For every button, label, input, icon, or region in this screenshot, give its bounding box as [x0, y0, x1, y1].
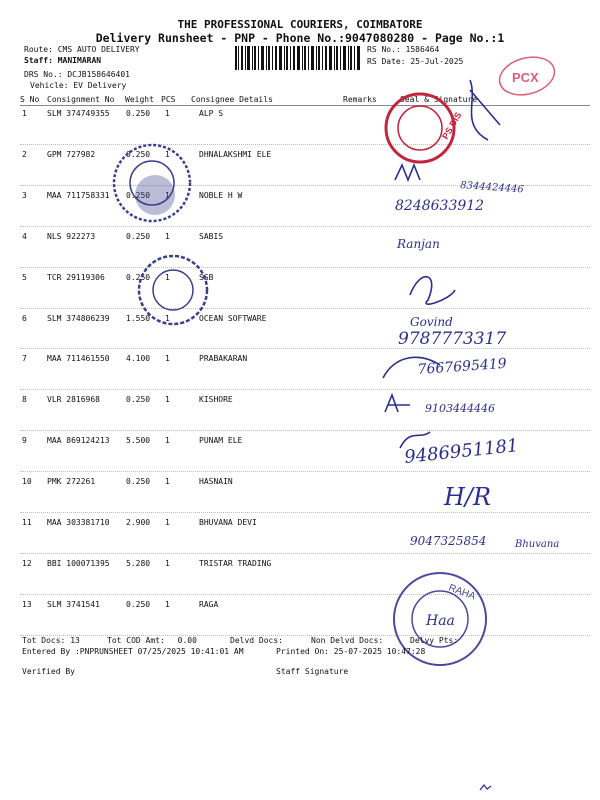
- svg-text:PCX: PCX: [512, 70, 539, 85]
- row-weight: 0.250: [126, 231, 151, 241]
- ps-distributors-stamp: [386, 94, 463, 162]
- tot-cod-label: Tot COD Amt:: [107, 636, 165, 645]
- row-pcs: 1: [165, 558, 170, 568]
- row2-phone: 8344424446: [459, 180, 525, 196]
- row-consignee: ALP S: [199, 109, 224, 118]
- row6-name: Govind: [410, 315, 453, 329]
- row-pcs: 1: [165, 518, 170, 527]
- row-consignee: SABIS: [199, 231, 224, 241]
- row-pcs: 1: [165, 354, 170, 364]
- row-consignment: MAA 711758331: [47, 190, 110, 200]
- col-consignee: Consignee Details: [191, 95, 273, 104]
- row-consignee: TRISTAR TRADING: [199, 558, 272, 568]
- vehicle-value: EV Delivery: [73, 81, 127, 90]
- row-consignment: GPM 727982: [47, 149, 96, 159]
- col-weight: Weight: [125, 95, 154, 104]
- row8-phone: 9103444446: [425, 402, 495, 415]
- rs-no-label: RS No.:: [367, 45, 401, 54]
- row-weight: 0.250: [126, 190, 151, 200]
- row10-mark: H/R: [444, 483, 492, 511]
- row-consignee: KISHORE: [199, 395, 233, 405]
- row11-phone: 9047325854: [410, 534, 487, 548]
- row-pcs: 1: [165, 436, 170, 446]
- row-consignee: PRABAKARAN: [199, 354, 248, 364]
- row3-phone: 8248633912: [395, 198, 485, 214]
- row-consignment: VLR 2816968: [47, 395, 100, 405]
- row-sno: 8: [22, 395, 27, 405]
- row-consignee: NOBLE H W: [199, 190, 243, 200]
- tot-cod-value: 0.00: [177, 636, 197, 645]
- col-pcs: PCS: [161, 95, 176, 104]
- row4-name: Ranjan: [397, 237, 440, 251]
- row-pcs: 1: [165, 395, 170, 405]
- delvd-docs-label: Delvd Docs:: [230, 636, 283, 645]
- row-consignment: SLM 3741541: [47, 599, 100, 609]
- row-consignee: OCEAN SOFTWARE: [199, 313, 267, 323]
- col-consignment: Consignment No: [47, 95, 115, 104]
- verified-by: Verified By: [22, 667, 75, 676]
- staff-value: MANIMARAN: [57, 56, 102, 65]
- row-sno: 4: [22, 231, 27, 241]
- row-consignment: NLS 922273: [47, 231, 96, 241]
- col-seal: Seal & Signature: [400, 95, 478, 104]
- signature-row1: [470, 80, 500, 140]
- row-consignment: MAA 303381710: [47, 518, 110, 527]
- row-consignee: RAGA: [199, 599, 219, 609]
- svg-text:Haa: Haa: [426, 613, 455, 629]
- row-sno: 9: [22, 436, 27, 446]
- row-sno: 1: [22, 109, 27, 118]
- row-consignment: MAA 869124213: [47, 436, 110, 446]
- svg-text:PS DIS: PS DIS: [440, 110, 464, 141]
- row-pcs: 1: [165, 313, 170, 323]
- blue-round-stamp-1: [114, 145, 190, 221]
- delvy-pts-label: Delvy Pts:: [410, 636, 459, 645]
- vehicle-label: Vehicle:: [30, 81, 69, 90]
- row-weight: 0.250: [126, 599, 151, 609]
- row-sno: 10: [22, 477, 32, 487]
- signature-row5: [410, 277, 455, 304]
- row-consignment: TCR 29119306: [47, 272, 105, 282]
- row-weight: 2.900: [126, 518, 151, 527]
- row9-phone: 9486951181: [403, 435, 520, 468]
- row-weight: 0.250: [126, 109, 151, 118]
- drs-label: DRS No.:: [24, 70, 63, 79]
- row-weight: 5.500: [126, 436, 151, 446]
- tot-docs-label: Tot Docs:: [22, 636, 66, 645]
- row-consignment: PMK 272261: [47, 477, 96, 487]
- staff-label: Staff:: [24, 56, 53, 65]
- row-consignee: SSB: [199, 272, 214, 282]
- non-delvd-docs-label: Non Delvd Docs:: [311, 636, 384, 645]
- row-sno: 13: [22, 599, 32, 609]
- rs-date-label: RS Date:: [367, 57, 406, 66]
- row-weight: 0.250: [126, 149, 151, 159]
- pcx-stamp: [495, 51, 558, 100]
- signature-row2: [395, 165, 420, 180]
- row-pcs: 1: [165, 190, 170, 200]
- row-weight: 5.280: [126, 558, 151, 568]
- row-consignment: MAA 711461550: [47, 354, 110, 364]
- printed-on: Printed On: 25-07-2025 10:47:28: [276, 647, 426, 656]
- tot-docs-value: 13: [70, 636, 80, 645]
- row-consignee: DHNALAKSHMI ELE: [199, 149, 272, 159]
- entered-by: Entered By :PNPRUNSHEET 07/25/2025 10:41:01 AM: [22, 647, 244, 656]
- drs-value: DCJB158646401: [67, 70, 130, 79]
- row-weight: 0.250: [126, 272, 151, 282]
- row11-name: Bhuvana: [515, 539, 560, 550]
- row-consignee: HASNAIN: [199, 477, 233, 487]
- row-sno: 6: [22, 313, 27, 323]
- row-sno: 12: [22, 558, 32, 568]
- row6-phone: 9787773317: [398, 329, 507, 349]
- company-title: THE PROFESSIONAL COURIERS, COIMBATORE: [177, 18, 423, 31]
- row-weight: 0.250: [126, 477, 151, 487]
- row-sno: 11: [22, 518, 32, 527]
- ink-mark-bottom: [480, 785, 491, 790]
- footer-totals: [22, 636, 80, 645]
- svg-text:RAHA: RAHA: [446, 582, 477, 603]
- route-value: CMS AUTO DELIVERY: [57, 45, 140, 54]
- col-remarks: Remarks: [343, 95, 377, 104]
- runsheet-subtitle: Delivery Runsheet - PNP - Phone No.:9047080280 - Page No.:1: [95, 31, 505, 45]
- route-label: Route:: [24, 45, 53, 54]
- row-pcs: 1: [165, 109, 170, 118]
- row-consignee: BHUVANA DEVI: [199, 518, 257, 527]
- row-pcs: 1: [165, 231, 170, 241]
- rs-no-value: 1586464: [405, 45, 440, 54]
- col-sno: S No: [20, 95, 40, 104]
- row-pcs: 1: [165, 477, 170, 487]
- row-sno: 5: [22, 272, 27, 282]
- row-sno: 3: [22, 190, 27, 200]
- blue-round-stamp-2: [139, 256, 207, 324]
- row-weight: 1.550: [126, 313, 151, 323]
- rs-date-value: 25-Jul-2025: [410, 57, 464, 66]
- row-sno: 2: [22, 149, 27, 159]
- row-consignee: PUNAM ELE: [199, 436, 243, 446]
- row-consignment: BBI 100071395: [47, 558, 110, 568]
- row-sno: 7: [22, 354, 27, 364]
- row-weight: 4.100: [126, 354, 151, 364]
- staff-signature: Staff Signature: [276, 667, 349, 676]
- footer-cod: [107, 636, 197, 645]
- row7-phone: 7667695419: [417, 355, 508, 378]
- row-consignment: SLM 374806239: [47, 313, 110, 323]
- row-pcs: 1: [165, 149, 170, 159]
- row-pcs: 1: [165, 272, 170, 282]
- signature-row8: [385, 395, 410, 412]
- row-pcs: 1: [165, 599, 170, 609]
- row-consignment: SLM 374749355: [47, 109, 110, 118]
- row-weight: 0.250: [126, 395, 151, 405]
